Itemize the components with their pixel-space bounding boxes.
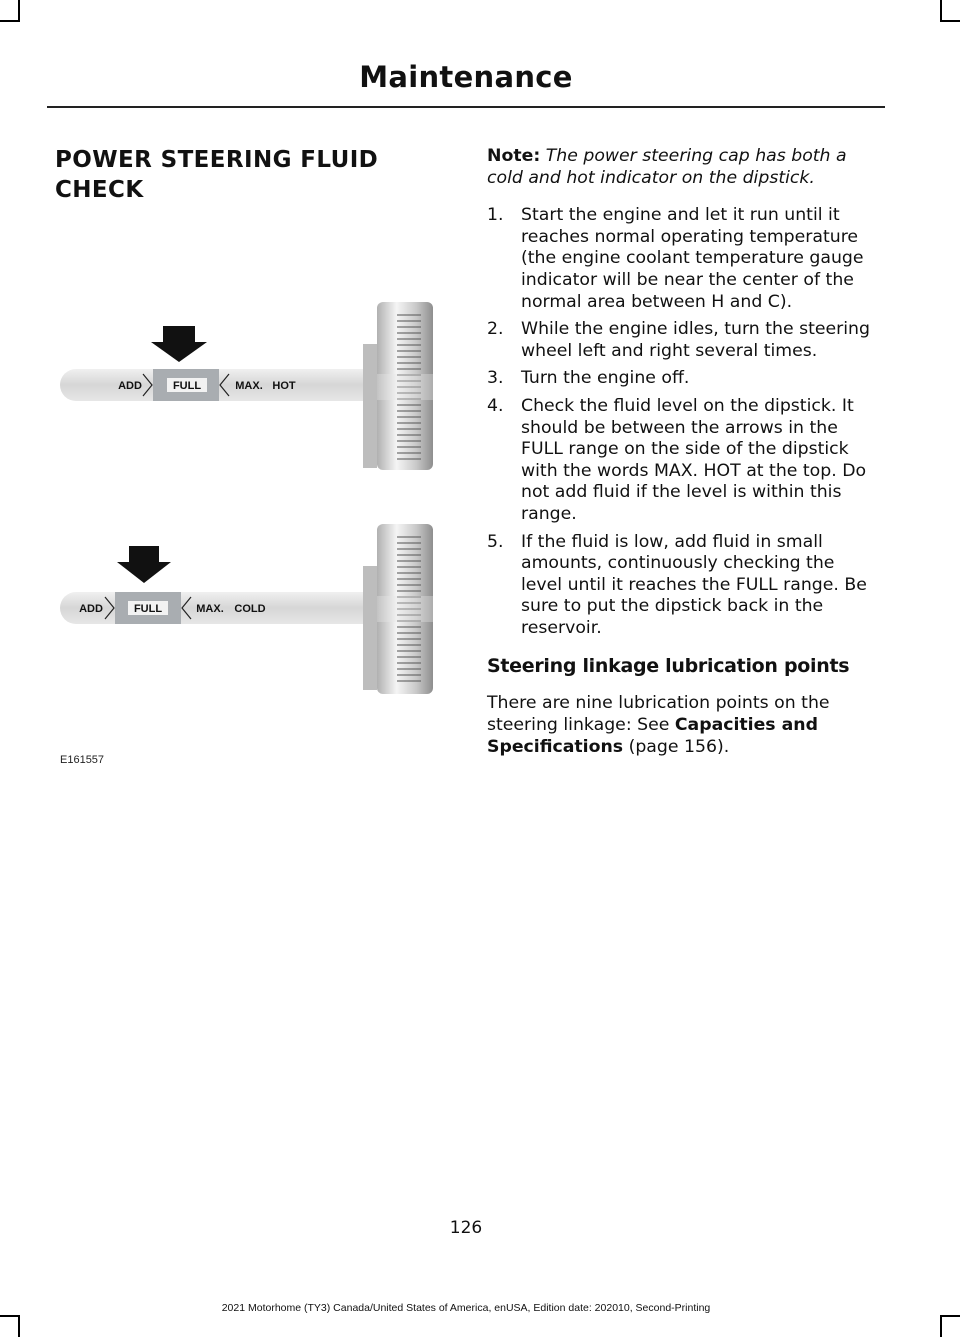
figure-id-label: E161557	[60, 754, 105, 766]
crop-mark	[940, 1315, 942, 1337]
crop-mark	[940, 0, 942, 22]
page-header-title: Maintenance	[359, 60, 573, 94]
page-reference: (page 156).	[623, 736, 730, 757]
hot-level-arrow-icon	[151, 326, 207, 362]
hot-full-label: FULL	[172, 380, 202, 392]
dipstick-illustration	[55, 296, 445, 766]
cold-add-label: ADD	[79, 603, 103, 615]
page-footer: 2021 Motorhome (TY3) Canada/United States of America, enUSA, Edition date: 202010, Second-Printing	[221, 1302, 711, 1314]
note-paragraph	[487, 146, 879, 189]
step-number: 3.	[487, 368, 504, 389]
hot-dipstick	[60, 302, 433, 470]
hot-max-label: MAX.	[235, 380, 263, 392]
note-label: Note:	[487, 146, 541, 166]
cold-temp-label: COLD	[234, 603, 266, 615]
step-number: 1.	[487, 205, 504, 226]
cold-max-label: MAX.	[196, 603, 224, 615]
step-text: Check the fluid level on the dipstick. It should be between the arrows in the FULL range on the side of the dipstick with the words MAX. HOT at the top. Do not add fluid if the level is within this range.	[521, 395, 867, 524]
crop-mark	[940, 20, 960, 22]
step-text: While the engine idles, turn the steering wheel left and right several times.	[521, 319, 870, 361]
list-item	[487, 396, 879, 526]
step-text: Turn the engine off.	[521, 368, 690, 389]
list-item	[487, 368, 879, 390]
section-title: POWER STEERING FLUID CHECK	[55, 147, 379, 203]
step-text: If the fluid is low, add fluid in small amounts, continuously checking the level until it reaches the FULL range. Be sure to put the dipstick back in the reservoir.	[521, 531, 867, 638]
hot-add-label: ADD	[118, 380, 142, 392]
hot-temp-label: HOT	[272, 380, 296, 392]
crop-mark	[940, 1315, 960, 1317]
crop-mark	[0, 1315, 20, 1317]
subsection-paragraph	[487, 693, 879, 758]
step-number: 4.	[487, 395, 504, 416]
crop-mark	[18, 0, 20, 22]
dipstick-figure	[55, 296, 445, 776]
header-divider	[47, 106, 885, 108]
list-item	[487, 205, 879, 313]
cold-dipstick	[60, 524, 433, 694]
page-number: 126	[449, 1218, 483, 1238]
crop-mark	[18, 1315, 20, 1337]
cold-level-arrow-icon	[117, 546, 171, 583]
step-text: Start the engine and let it run until it reaches normal operating temperature (the engine coolant temperature gauge indicator will be near the center of the normal area between H and C).	[521, 205, 864, 312]
steps-list	[487, 205, 879, 639]
cold-full-label: FULL	[133, 603, 163, 615]
note-text: The power steering cap has both a cold and hot indicator on the dipstick.	[487, 146, 847, 188]
instructions-column	[487, 146, 879, 758]
step-number: 5.	[487, 531, 504, 552]
subsection-title: Steering linkage lubrication points	[487, 655, 850, 678]
crop-mark	[0, 20, 20, 22]
subsection-text: There are nine lubrication points on the steering linkage: See	[487, 693, 830, 736]
step-number: 2.	[487, 319, 504, 340]
list-item	[487, 532, 879, 640]
cross-reference-link[interactable]: Capacities and Specifications	[487, 715, 818, 757]
list-item	[487, 319, 879, 362]
